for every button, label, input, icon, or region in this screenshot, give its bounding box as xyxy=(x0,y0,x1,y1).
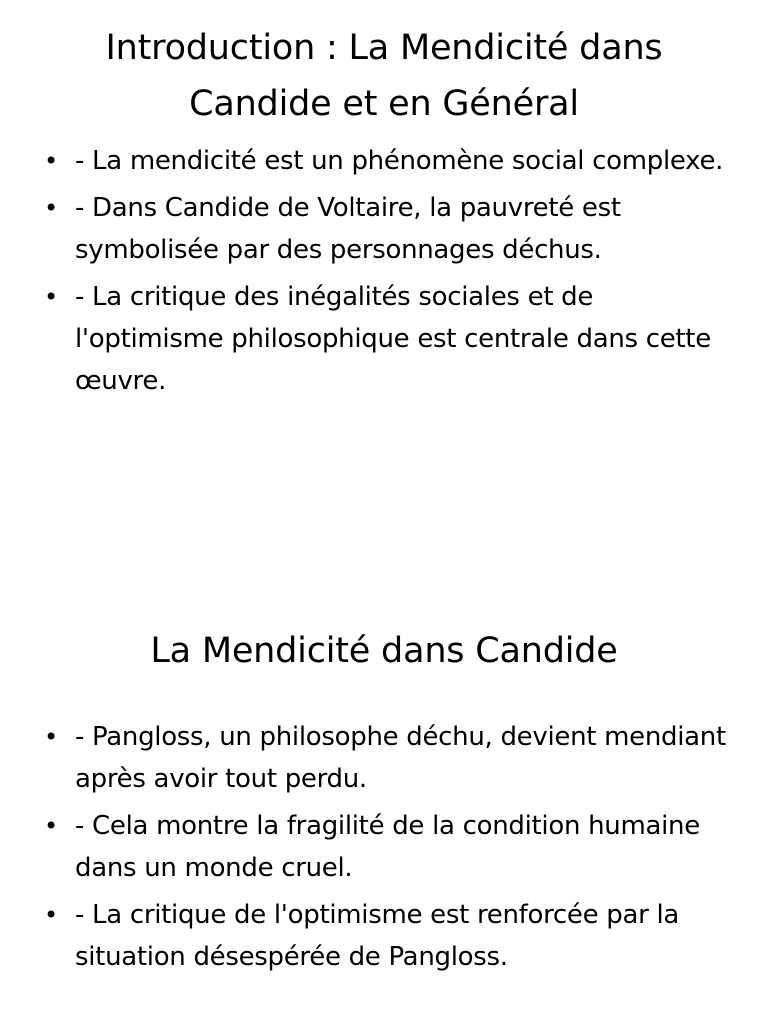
slide-title xyxy=(40,20,728,132)
bullet-text: - La critique des inégalités sociales et de l'optimisme philosophique est centrale dans cette œuvre. xyxy=(75,282,711,396)
bullet-item xyxy=(0,276,768,402)
bullet-list xyxy=(0,140,768,407)
title-line: Candide et en Général xyxy=(189,84,579,124)
bullet-icon: • xyxy=(44,812,58,840)
bullet-text: - La mendicité est un phénomène social complexe. xyxy=(75,146,724,176)
bullet-text: - Pangloss, un philosophe déchu, devient mendiant après avoir tout perdu. xyxy=(75,722,726,794)
bullet-icon: • xyxy=(44,194,58,222)
title-line: Introduction : La Mendicité dans xyxy=(105,28,663,68)
bullet-icon: • xyxy=(44,147,58,175)
bullet-item xyxy=(0,894,768,978)
bullet-item xyxy=(0,716,768,800)
slide-title xyxy=(40,623,728,679)
bullet-text: - La critique de l'optimisme est renforcée par la situation désespérée de Pangloss. xyxy=(75,900,680,972)
bullet-item xyxy=(0,140,768,182)
slide-mendicite-candide xyxy=(0,512,768,1024)
bullet-icon: • xyxy=(44,723,58,751)
bullet-icon: • xyxy=(44,283,58,311)
title-line: La Mendicité dans Candide xyxy=(150,631,618,671)
bullet-item xyxy=(0,187,768,271)
bullet-text: - Cela montre la fragilité de la condition humaine dans un monde cruel. xyxy=(75,811,700,883)
bullet-item xyxy=(0,805,768,889)
bullet-icon: • xyxy=(44,901,58,929)
bullet-list xyxy=(0,716,768,983)
bullet-text: - Dans Candide de Voltaire, la pauvreté est symbolisée par des personnages déchus. xyxy=(75,193,621,265)
